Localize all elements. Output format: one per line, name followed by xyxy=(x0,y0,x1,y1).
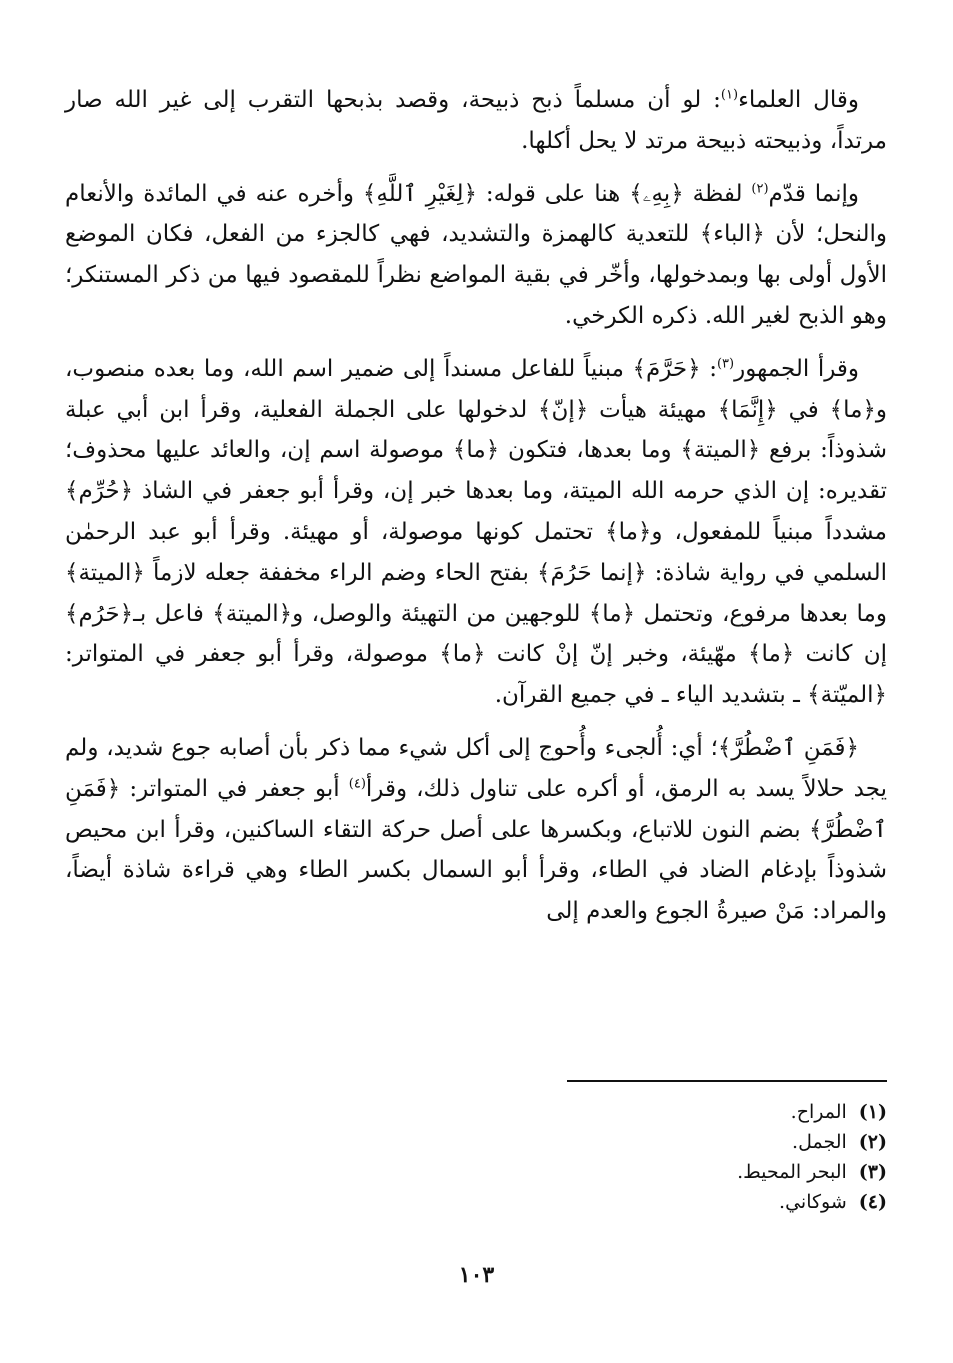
page-number: ١٠٣ xyxy=(458,1262,495,1288)
footnote-number: (١) xyxy=(858,1101,887,1123)
footnote xyxy=(487,1127,887,1157)
text-segment: ﴿فَمَنِ ٱضْطُرَّ﴾؛ أي: أُلجىء وأُحوج إلى أكل شيء مما ذكر بأن أصابه جوع شديد، ولم يجد حلالاً يسد به الرمق، أو أكره على تناول ذلك، وقرأ xyxy=(65,734,887,802)
footnote-text: الجمل. xyxy=(792,1131,847,1153)
text-segment: وقال العلماء xyxy=(738,87,859,113)
footnote-reference: (١) xyxy=(720,87,739,103)
text-segment: : ﴿حَرَّمَ﴾ مبنياً للفاعل مسنداً إلى ضمير اسم الله، وما بعده منصوب، و﴿ما﴾ في ﴿إِنَّمَا﴾ مهيئة هيأت ﴿إنّ﴾ لدخولها على الجملة الفعلية، وقرأ ابن أبي عبلة شذوذاً: برفع ﴿الميتة﴾ وما بعدها، فتكون ﴿ما﴾ موصولة اسم إن، والعائد عليها محذوف؛ تقديره: إن الذي حرمه الله الميتة، وما بعدها خبر إن، وقرأ أبو جعفر في الشاذ ﴿حُرِّم﴾ مشدداً مبنياً للمفعول، و﴿ما﴾ تحتمل كونها موصولة، أو مهيئة. وقرأ أبو عبد الرحمٰن السلمي في رواية شاذة: ﴿إنما حَرُمَ﴾ بفتح الحاء وضم الراء مخففة جعله لازماً ﴿الميتة﴾ وما بعدها مرفوع، وتحتمل ﴿ما﴾ للوجهين من التهيئة والوصل، و﴿الميتة﴾ فاعل بـ﴿حَرُم﴾ إن كانت ﴿ما﴾ مهّيئة، وخبر إنّ إنْ كانت ﴿ما﴾ موصولة، وقرأ أبو جعفر في المتواتر: ﴿الميّتة﴾ ـ بتشديد الياء ـ في جميع القرآن. xyxy=(65,355,887,709)
footnote-number: (٤) xyxy=(858,1191,887,1213)
footnote-number: (٢) xyxy=(858,1131,887,1153)
footnote-text: البحر المحيط. xyxy=(737,1161,847,1183)
paragraph xyxy=(65,349,887,716)
text-segment: : لو أن مسلماً ذبح ذبيحة، وقصد بذبحها التقرب إلى غير الله صار مرتداً، وذبيحته ذبيحة مرتد لا يحل أكلها. xyxy=(65,87,887,154)
footnote-separator xyxy=(567,1080,887,1082)
text-segment: أبو جعفر في المتواتر: ﴿فَمَنِ ٱضْطُرَّ﴾ بضم النون للاتباع، وبكسرها على أصل حركة التقاء الساكنين، وقرأ ابن محيص شذوذاً بإدغام الضاد في الطاء، وقرأ أبو السمال بكسر الطاء وهي قراءة شاذة أيضاً، والمراد: مَنْ صيرةُ الجوع والعدم إلى xyxy=(65,775,887,925)
footnote-text: شوكاني. xyxy=(779,1191,847,1213)
paragraph xyxy=(65,728,887,932)
footnote-reference: (٣) xyxy=(716,356,735,372)
footnote xyxy=(487,1187,887,1217)
footnote-reference: (٢) xyxy=(751,180,769,196)
main-text xyxy=(65,80,887,932)
paragraph xyxy=(65,80,887,162)
text-segment: وقرأ الجمهور xyxy=(734,355,859,382)
paragraph xyxy=(65,174,887,337)
footnote-text: المراح. xyxy=(790,1101,847,1123)
footnote xyxy=(487,1097,887,1127)
footnote-number: (٣) xyxy=(858,1161,887,1183)
footnote xyxy=(487,1157,887,1187)
footnote-reference: (٤) xyxy=(348,776,366,792)
footnotes xyxy=(487,1097,887,1217)
text-segment: وإنما قدّم xyxy=(768,180,859,207)
text-segment: لفظة ﴿بِهِۦ﴾ هنا على قوله: ﴿لِغَيْرِ ٱللَّهِ﴾ وأخره عنه في المائدة والأنعام والنحل؛ لأن ﴿الباء﴾ للتعدية كالهمزة والتشديد، فهي كالجزء من الفعل، فكان الموضع الأول أولى بها وبمدخولها، وأخّر في بقية المواضع نظراً للمقصود فيها من ذكر المستنكر؛ وهو الذبح لغير الله. ذكره الكرخي. xyxy=(65,180,887,329)
